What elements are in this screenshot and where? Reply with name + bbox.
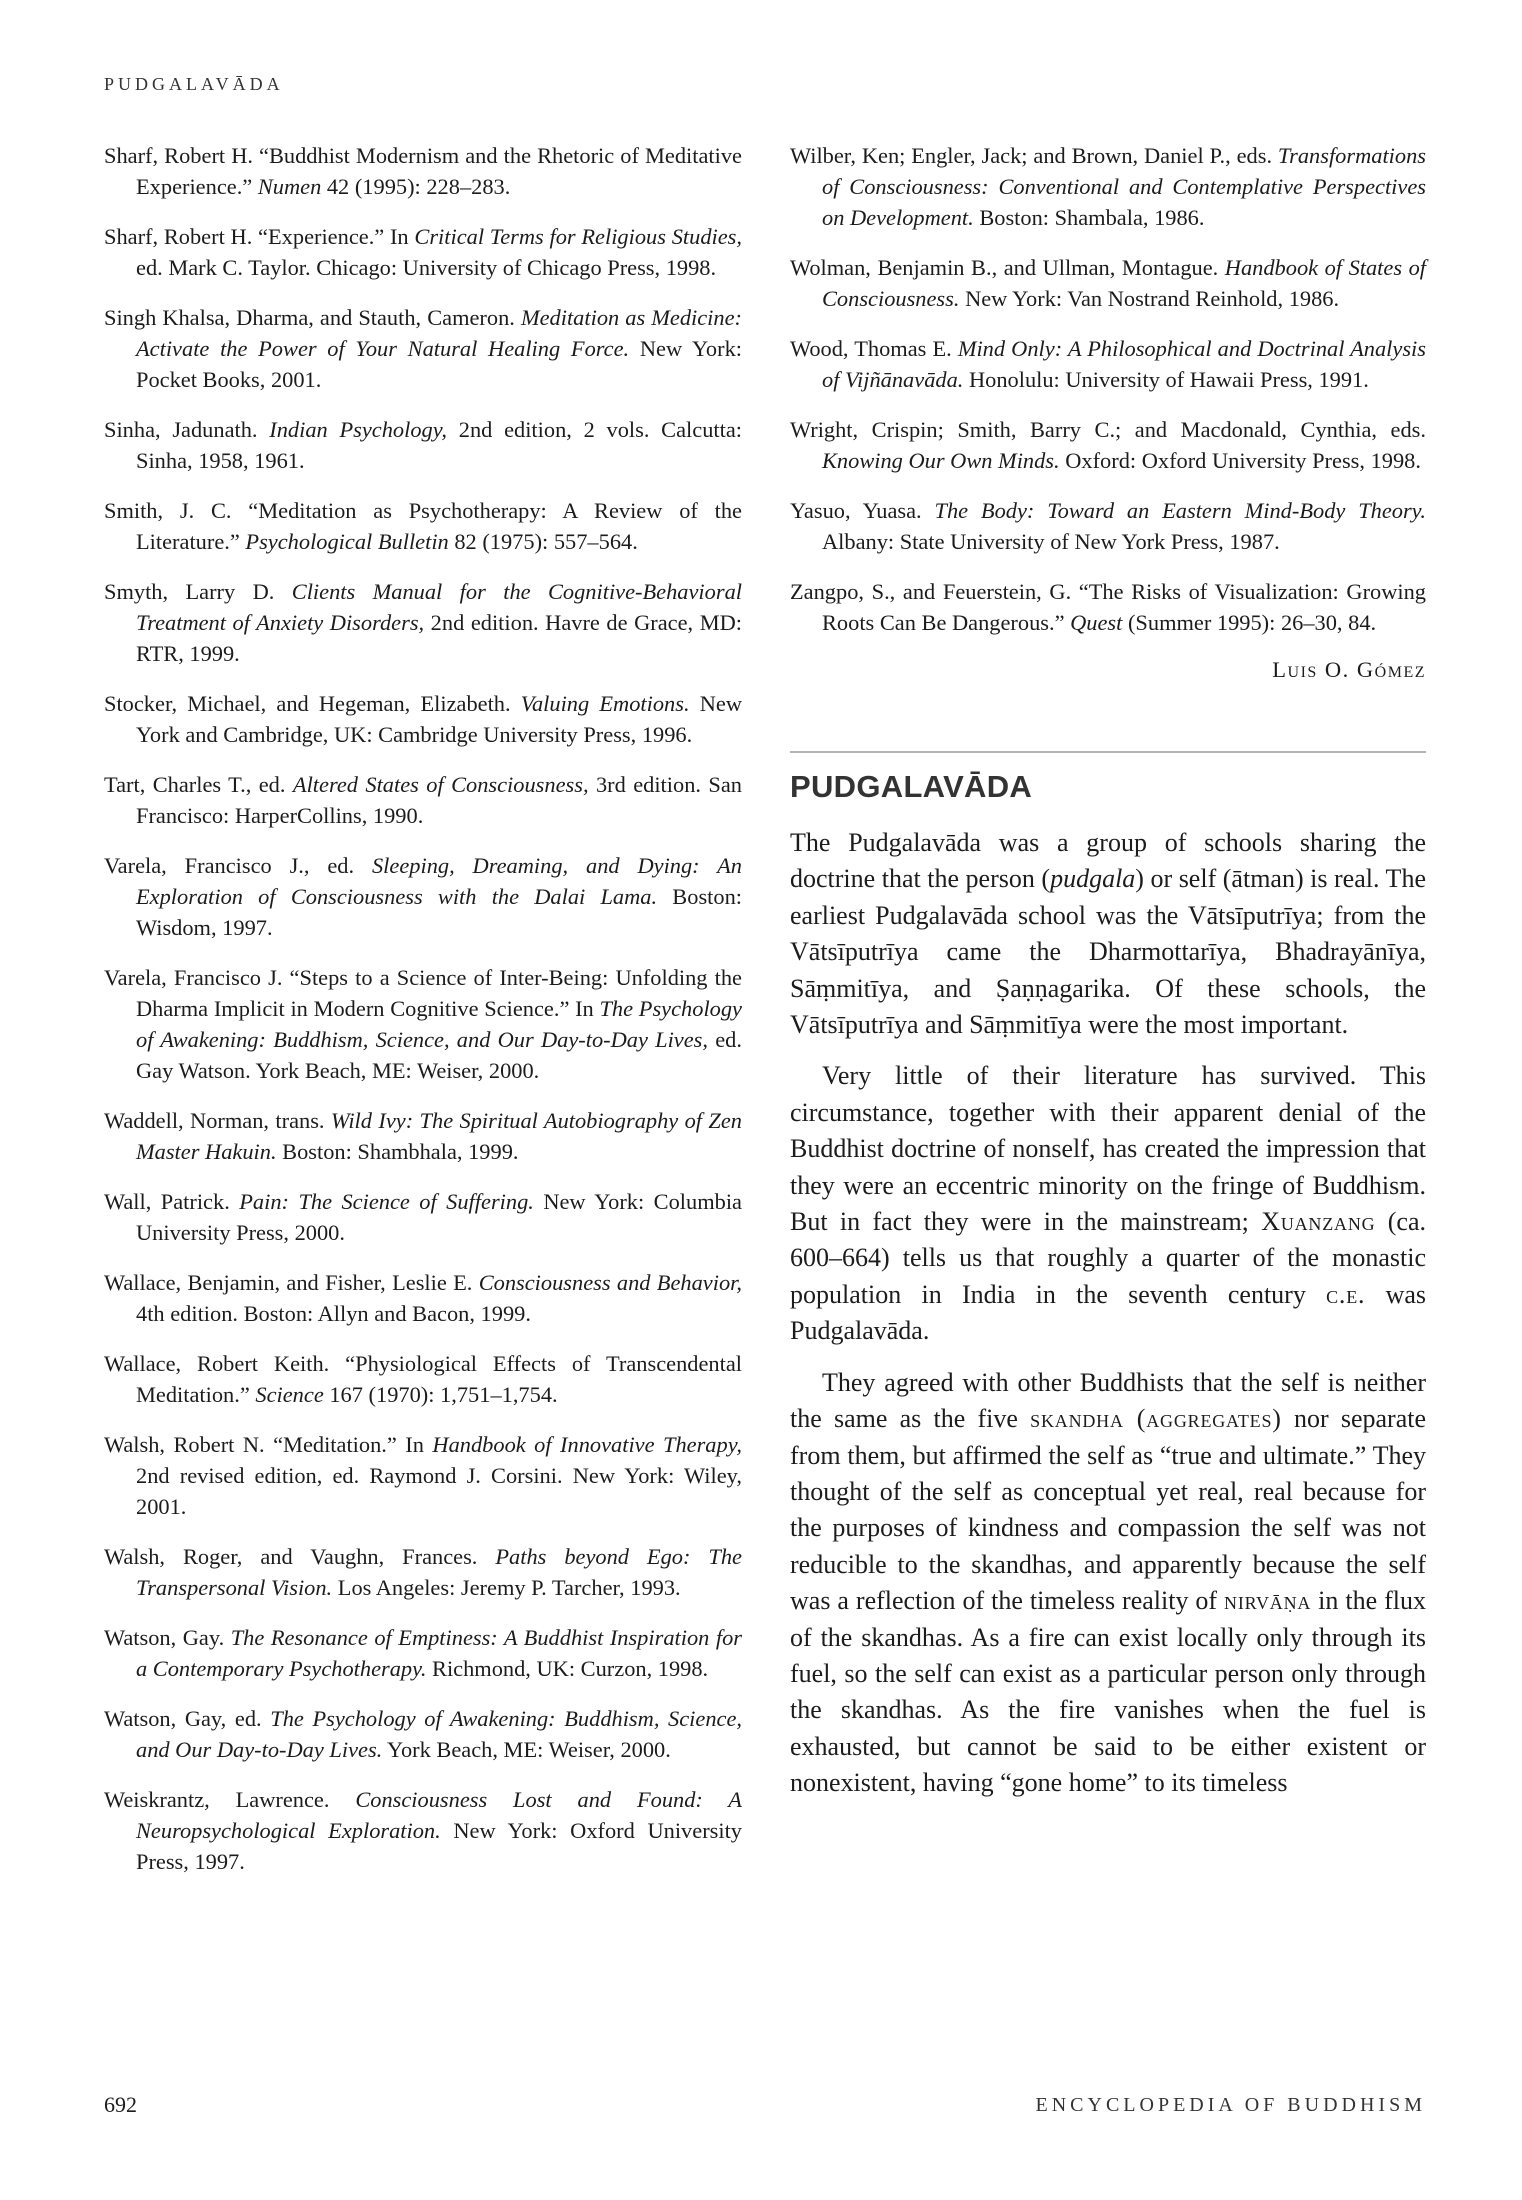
italic-title: Psychological Bulletin <box>245 529 449 554</box>
bibliography-entry <box>790 140 1426 233</box>
text-run: Albany: State University of New York Press, 1987. <box>822 529 1280 554</box>
entry-title: PUDGALAVĀDA <box>790 769 1033 804</box>
text-run: Sinha, Jadunath. <box>104 417 270 442</box>
italic-title: Indian Psychology, <box>269 417 448 442</box>
text-run: Wright, Crispin; Smith, Barry C.; and Macdonald, Cynthia, eds. <box>790 417 1426 442</box>
bibliography-entry <box>790 414 1426 476</box>
italic-title: Science <box>255 1382 324 1407</box>
text-run: in the flux of the skandhas. As a fire can exist locally only through its fuel, so the self can exist as a particular person only through the skandhas. As the fire vanishes when the fuel is exhausted, but cannot be said to be either existent or nonexistent, having “gone home” to its timeless <box>790 1586 1426 1798</box>
text-run: Los Angeles: Jeremy P. Tarcher, 1993. <box>332 1575 681 1600</box>
italic-title: The Body: Toward an Eastern Mind-Body Theory. <box>934 498 1426 523</box>
text-run: 3rd edition. San Francisco: HarperCollins, 1990. <box>136 772 742 828</box>
bibliography-entry <box>104 221 742 283</box>
text-run: was Pudgalavāda. <box>790 1279 1426 1346</box>
bibliography-entry <box>104 140 742 202</box>
body-paragraph <box>790 1058 1426 1349</box>
text-run: New York: Columbia University Press, 2000. <box>136 1189 742 1245</box>
italic-title: Meditation as Medicine: Activate the Power of Your Natural Healing Force. <box>136 305 742 361</box>
italic-title: Knowing Our Own Minds. <box>822 448 1060 473</box>
text-run: 82 (1975): 557–564. <box>448 529 638 554</box>
text-run: Zangpo, S., and Feuerstein, G. “The Risks of Visualization: Growing Roots Can Be Dangerous.” <box>790 579 1426 635</box>
running-head: PUDGALAVĀDA <box>104 74 284 94</box>
text-run: Wilber, Ken; Engler, Jack; and Brown, Daniel P., eds. <box>790 143 1278 168</box>
bibliography-entry <box>104 769 742 831</box>
text-run: York Beach, ME: Weiser, 2000. <box>382 1737 671 1762</box>
italic-title: pudgala <box>1050 864 1136 894</box>
text-run: ed. Mark C. Taylor. Chicago: University of Chicago Press, 1998. <box>136 255 717 280</box>
bibliography-entry <box>104 414 742 476</box>
text-run: Boston: Shambhala, 1999. <box>276 1139 519 1164</box>
bibliography-entry <box>104 576 742 669</box>
bibliography-entry <box>104 1429 742 1522</box>
italic-title: Consciousness Lost and Found: A Neuropsychological Exploration. <box>136 1787 742 1843</box>
text-run: The Pudgalavāda was a group of schools sharing the doctrine that the person ( <box>790 828 1426 894</box>
text-run: Wood, Thomas E. <box>790 336 958 361</box>
text-run: 2nd edition, 2 vols. Calcutta: Sinha, 1958, 1961. <box>136 417 742 473</box>
italic-title: Paths beyond Ego: The Transpersonal Vision. <box>136 1544 742 1600</box>
italic-title: Critical Terms for Religious Studies, <box>414 224 742 249</box>
italic-title: The Psychology of Awakening: Buddhism, Science, and Our Day-to-Day Lives. <box>136 1706 743 1762</box>
cross-reference: nirvāṇa <box>1224 1586 1312 1616</box>
text-run: New York: Pocket Books, 2001. <box>136 336 742 392</box>
text-run: Very little of their literature has survived. This circumstance, together with their apparent denial of the Buddhist doctrine of nonself, has created the impression that they were an eccentric minority on the fringe of Buddhism. But in fact they were in the mainstream; <box>790 1061 1426 1237</box>
italic-title: Clients Manual for the Cognitive-Behavioral Treatment of Anxiety Disorders, <box>136 579 742 635</box>
bibliography-entry <box>104 962 742 1086</box>
text-run: New York: Van Nostrand Reinhold, 1986. <box>959 286 1340 311</box>
text-run: Singh Khalsa, Dharma, and Stauth, Cameron. <box>104 305 521 330</box>
bibliography-entry <box>104 302 742 395</box>
text-run: Boston: Wisdom, 1997. <box>136 884 742 940</box>
text-run: Wolman, Benjamin B., and Ullman, Montague. <box>790 255 1225 280</box>
body-paragraph <box>790 825 1426 1043</box>
italic-title: Altered States of Consciousness, <box>292 772 589 797</box>
cross-reference: skandha (aggregates) <box>1030 1404 1282 1434</box>
text-run: 167 (1970): 1,751–1,754. <box>323 1382 558 1407</box>
text-run: Waddell, Norman, trans. <box>104 1108 331 1133</box>
italic-title: Transformations of Consciousness: Conventional and Contemplative Perspectives on Development. <box>822 143 1426 230</box>
text-run: Honolulu: University of Hawaii Press, 1991. <box>963 367 1369 392</box>
text-run: Yasuo, Yuasa. <box>790 498 935 523</box>
bibliography-left-column <box>104 140 742 1896</box>
italic-title: Consciousness and Behavior, <box>478 1270 742 1295</box>
text-run: New York: Oxford University Press, 1997. <box>136 1818 742 1874</box>
reference-list-continued <box>790 140 1426 638</box>
bibliography-entry <box>104 1703 742 1765</box>
bibliography-entry <box>104 495 742 557</box>
text-run: (ca. 600–664) tells us that roughly a quarter of the monastic population in India in the seventh century <box>790 1207 1426 1309</box>
bibliography-entry <box>104 1541 742 1603</box>
bibliography-entry <box>790 576 1426 638</box>
text-run: They agreed with other Buddhists that the self is neither the same as the five <box>790 1367 1426 1434</box>
text-run: nor separate from them, but affirmed the self as “true and ultimate.” They thought of the self as conceptual yet real, real because for the purposes of kindness and compassion the self was not reducible to the skandhas, and apparently because the self was a reflection of the timeless reality of <box>790 1404 1427 1616</box>
bibliography-entry <box>790 495 1426 557</box>
text-run: (Summer 1995): 26–30, 84. <box>1122 610 1377 635</box>
page-number: 692 <box>104 2092 137 2117</box>
text-run: Wallace, Benjamin, and Fisher, Leslie E. <box>104 1270 479 1295</box>
bibliography-entry <box>104 1622 742 1684</box>
italic-title: The Psychology of Awakening: Buddhism, Science, and Our Day-to-Day Lives, <box>136 996 742 1052</box>
entry-body <box>790 825 1426 1802</box>
italic-title: Handbook of Innovative Therapy, <box>432 1432 742 1457</box>
text-run: 42 (1995): 228–283. <box>321 174 511 199</box>
italic-title: Pain: The Science of Suffering. <box>239 1189 534 1214</box>
text-run: Watson, Gay. <box>104 1625 231 1650</box>
bibliography-entry <box>104 1267 742 1329</box>
bibliography-entry <box>104 688 742 750</box>
text-run: Smyth, Larry D. <box>104 579 292 604</box>
italic-title: Quest <box>1070 610 1123 635</box>
body-paragraph <box>790 1365 1426 1802</box>
text-run: Weiskrantz, Lawrence. <box>104 1787 356 1812</box>
bibliography-entry <box>790 333 1426 395</box>
cross-reference: Xuanzang <box>1261 1207 1376 1237</box>
text-run: Varela, Francisco J., ed. <box>104 853 372 878</box>
text-run: New York and Cambridge, UK: Cambridge University Press, 1996. <box>136 691 742 747</box>
text-run: Walsh, Robert N. “Meditation.” In <box>104 1432 433 1457</box>
right-column <box>790 140 1426 1817</box>
italic-title: Sleeping, Dreaming, and Dying: An Exploration of Consciousness with the Dalai Lama. <box>136 853 742 909</box>
book-title: ENCYCLOPEDIA OF BUDDHISM <box>1035 2094 1426 2116</box>
bibliography-entry <box>104 1186 742 1248</box>
italic-title: Handbook of States of Consciousness. <box>822 255 1427 311</box>
text-run: Watson, Gay, ed. <box>104 1706 271 1731</box>
cross-reference: c.e. <box>1326 1279 1366 1309</box>
text-run: Smith, J. C. “Meditation as Psychotherapy: A Review of the Literature.” <box>104 498 742 554</box>
text-run: Wallace, Robert Keith. “Physiological Effects of Transcendental Meditation.” <box>104 1351 742 1407</box>
text-run: Tart, Charles T., ed. <box>104 772 293 797</box>
italic-title: Valuing Emotions. <box>520 691 690 716</box>
text-run: Oxford: Oxford University Press, 1998. <box>1059 448 1421 473</box>
author-byline: Luis O. Gómez <box>1272 657 1426 682</box>
text-run: ) or self (ātman) is real. The earliest Pudgalavāda school was the Vātsīputrīya; from the Vātsīputrīya came the Dharmottarīya, Bhadrayānīya, Sāṃmitīya, and Ṣaṇṇagarika. Of these schools, the Vātsīputrīya and Sāṃmitīya were the most important. <box>790 864 1426 1040</box>
text-run: Walsh, Roger, and Vaughn, Frances. <box>104 1544 496 1569</box>
italic-title: Numen <box>257 174 322 199</box>
text-run: 4th edition. Boston: Allyn and Bacon, 1999. <box>136 1301 531 1326</box>
text-run: Stocker, Michael, and Hegeman, Elizabeth. <box>104 691 521 716</box>
text-run: Boston: Shambala, 1986. <box>973 205 1205 230</box>
reference-list <box>104 140 742 1877</box>
bibliography-entry <box>104 1105 742 1167</box>
text-run: ed. Gay Watson. York Beach, ME: Weiser, 2000. <box>136 1027 742 1083</box>
text-run: Richmond, UK: Curzon, 1998. <box>426 1656 709 1681</box>
text-run: Sharf, Robert H. “Experience.” In <box>104 224 415 249</box>
text-run: Varela, Francisco J. “Steps to a Science of Inter-Being: Unfolding the Dharma Implicit in Modern Cognitive Science.” In <box>104 965 742 1021</box>
italic-title: Wild Ivy: The Spiritual Autobiography of Zen Master Hakuin. <box>136 1108 743 1164</box>
bibliography-entry <box>104 850 742 943</box>
bibliography-entry <box>790 252 1426 314</box>
text-run: 2nd revised edition, ed. Raymond J. Corsini. New York: Wiley, 2001. <box>136 1463 742 1519</box>
bibliography-entry <box>104 1784 742 1877</box>
italic-title: The Resonance of Emptiness: A Buddhist Inspiration for a Contemporary Psychotherapy. <box>136 1625 742 1681</box>
text-run: 2nd edition. Havre de Grace, MD: RTR, 1999. <box>136 610 742 666</box>
text-run: Wall, Patrick. <box>104 1189 240 1214</box>
italic-title: Mind Only: A Philosophical and Doctrinal Analysis of Vijñānavāda. <box>822 336 1426 392</box>
bibliography-entry <box>104 1348 742 1410</box>
section-divider <box>790 751 1426 753</box>
text-run: Sharf, Robert H. “Buddhist Modernism and the Rhetoric of Meditative Experience.” <box>104 143 742 199</box>
